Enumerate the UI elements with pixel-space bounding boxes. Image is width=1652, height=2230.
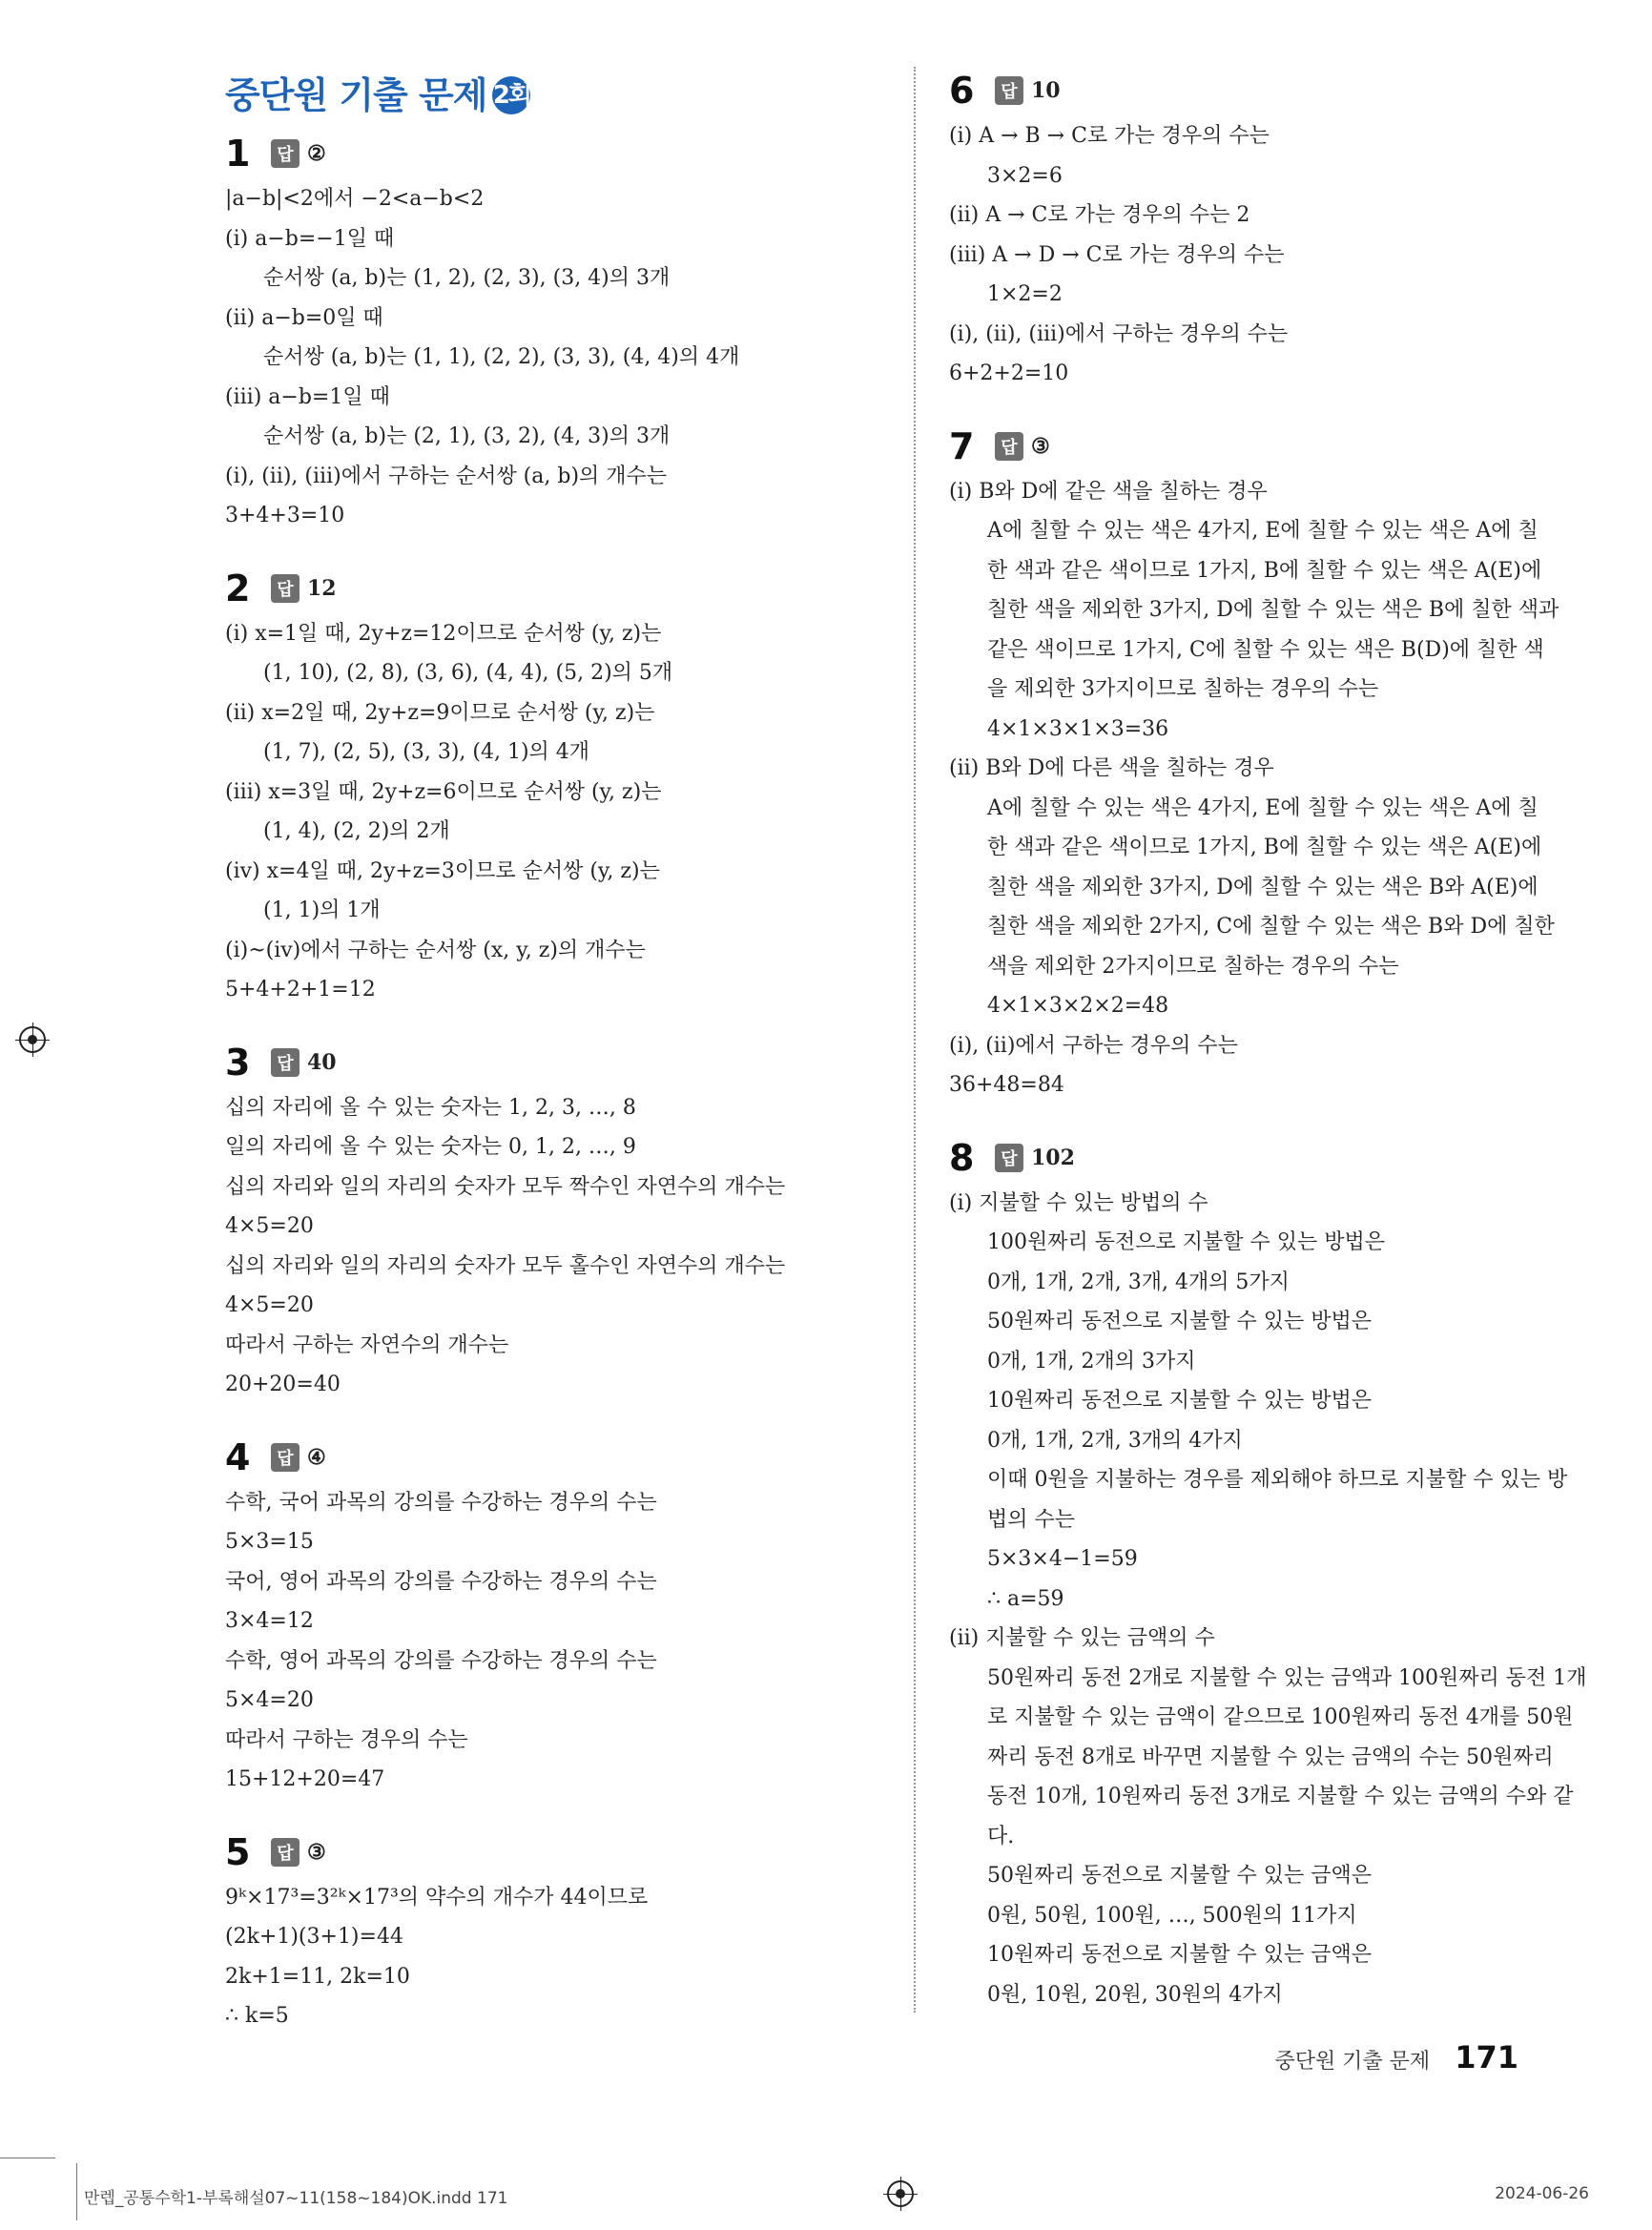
solution-line: 다. bbox=[987, 1824, 1015, 1848]
problem-number: 7 bbox=[949, 424, 975, 467]
solution-line: 0개, 1개, 2개, 3개, 4개의 5가지 bbox=[987, 1270, 1290, 1294]
answer-badge: 답 bbox=[271, 574, 299, 603]
answer-badge: 답 bbox=[995, 1144, 1023, 1172]
solution-line: 50원짜리 동전으로 지불할 수 있는 방법은 bbox=[987, 1310, 1372, 1333]
solution-line: 3+4+3=10 bbox=[225, 504, 345, 527]
solution-line: 국어, 영어 과목의 강의를 수강하는 경우의 수는 bbox=[225, 1569, 657, 1594]
solution-line: 순서쌍 (a, b)는 (1, 1), (2, 2), (3, 3), (4, 4)의 4개 bbox=[263, 345, 740, 369]
problem-header bbox=[949, 423, 1607, 470]
problem-2 bbox=[225, 565, 893, 1010]
solution-line: 순서쌍 (a, b)는 (2, 1), (3, 2), (4, 3)의 3개 bbox=[263, 424, 671, 448]
solution-line: 십의 자리와 일의 자리의 숫자가 모두 홀수인 자연수의 개수는 bbox=[225, 1253, 786, 1278]
solution-line: 이때 0원을 지불하는 경우를 제외해야 하므로 지불할 수 있는 방 bbox=[987, 1468, 1568, 1492]
solution-line: (ⅲ) A → D → C로 가는 경우의 수는 bbox=[949, 242, 1285, 267]
problem-1 bbox=[225, 130, 893, 536]
solution-line: (ⅰ), (ⅱ)에서 구하는 경우의 수는 bbox=[949, 1033, 1238, 1058]
solution-line: 짜리 동전 8개로 바꾸면 지불할 수 있는 금액의 수는 50원짜리 bbox=[987, 1745, 1554, 1769]
solution-line: ∴ k=5 bbox=[225, 2004, 289, 2028]
page-footer bbox=[1274, 2039, 1518, 2075]
solution-line: 4×5=20 bbox=[225, 1214, 314, 1238]
solution-line: 칠한 색을 제외한 3가지, D에 칠할 수 있는 색은 B와 A(E)에 bbox=[987, 875, 1538, 899]
answer-value: 12 bbox=[307, 575, 337, 601]
round-badge: 2회 bbox=[492, 76, 530, 114]
solution-line: 4×1×3×2×2=48 bbox=[987, 994, 1169, 1018]
solution-line: 따라서 구하는 자연수의 개수는 bbox=[225, 1332, 509, 1357]
solution-line: 일의 자리에 올 수 있는 숫자는 0, 1, 2, …, 9 bbox=[225, 1135, 636, 1159]
solution-line: (ⅲ) a−b=1일 때 bbox=[225, 384, 390, 409]
solution-line: 36+48=84 bbox=[949, 1073, 1064, 1097]
solution-line: (ⅰ) B와 D에 같은 색을 칠하는 경우 bbox=[949, 479, 1268, 504]
registration-mark-icon bbox=[19, 1026, 46, 1053]
solution-line: 순서쌍 (a, b)는 (1, 2), (2, 3), (3, 4)의 3개 bbox=[263, 266, 671, 290]
solution-line: 4×5=20 bbox=[225, 1293, 314, 1317]
left-problem-list bbox=[225, 130, 893, 2036]
solution-line: 20+20=40 bbox=[225, 1373, 341, 1396]
problem-7 bbox=[949, 423, 1607, 1105]
solution-line: 0원, 50원, 100원, …, 500원의 11가지 bbox=[987, 1903, 1357, 1928]
solution-line: 수학, 국어 과목의 강의를 수강하는 경우의 수는 bbox=[225, 1490, 657, 1515]
solution-line: 칠한 색을 제외한 3가지, D에 칠할 수 있는 색은 B에 칠한 색과 bbox=[987, 598, 1559, 622]
solution-line: (ⅳ) x=4일 때, 2y+z=3이므로 순서쌍 (y, z)는 bbox=[225, 858, 660, 883]
solution-line: 수학, 영어 과목의 강의를 수강하는 경우의 수는 bbox=[225, 1648, 657, 1673]
left-column bbox=[225, 67, 893, 2065]
solution-line: 한 색과 같은 색이므로 1가지, B에 칠할 수 있는 색은 A(E)에 bbox=[987, 836, 1542, 859]
solution-line: 10원짜리 동전으로 지불할 수 있는 방법은 bbox=[987, 1389, 1372, 1413]
right-column bbox=[949, 67, 1607, 2043]
answer-badge: 답 bbox=[271, 1838, 299, 1867]
problem-header bbox=[949, 1134, 1607, 1182]
page-number: 171 bbox=[1455, 2039, 1518, 2075]
problem-header bbox=[225, 1828, 893, 1876]
solution-line: 십의 자리와 일의 자리의 숫자가 모두 짝수인 자연수의 개수는 bbox=[225, 1174, 786, 1199]
solution-line: 0개, 1개, 2개의 3가지 bbox=[987, 1349, 1196, 1373]
solution-line: (ⅰ), (ⅱ), (ⅲ)에서 구하는 경우의 수는 bbox=[949, 321, 1289, 346]
answer-badge: 답 bbox=[995, 76, 1023, 105]
problem-number: 4 bbox=[225, 1435, 251, 1478]
answer-value: ③ bbox=[1031, 433, 1050, 459]
solution-line: 5×4=20 bbox=[225, 1688, 314, 1712]
problem-header bbox=[949, 67, 1607, 114]
solution-line: ∴ a=59 bbox=[987, 1586, 1064, 1611]
answer-badge: 답 bbox=[995, 432, 1023, 461]
solution-line: (1, 1)의 1개 bbox=[263, 898, 381, 922]
answer-badge: 답 bbox=[271, 1443, 299, 1472]
solution-line: (1, 4), (2, 2)의 2개 bbox=[263, 819, 450, 843]
solution-line: 동전 10개, 10원짜리 동전 3개로 지불할 수 있는 금액의 수와 같 bbox=[987, 1785, 1574, 1808]
solution-line: A에 칠할 수 있는 색은 4가지, E에 칠할 수 있는 색은 A에 칠 bbox=[987, 519, 1538, 543]
solution-line: 9ᵏ×17³=3²ᵏ×17³의 약수의 개수가 44이므로 bbox=[225, 1885, 649, 1910]
problem-number: 1 bbox=[225, 133, 251, 175]
solution-line: 50원짜리 동전으로 지불할 수 있는 금액은 bbox=[987, 1864, 1372, 1888]
right-problem-list bbox=[949, 67, 1607, 2014]
solution-line: (ⅱ) 지불할 수 있는 금액의 수 bbox=[949, 1626, 1215, 1650]
solution-line: 5+4+2+1=12 bbox=[225, 978, 376, 1001]
solution-line: (ⅱ) B와 D에 다른 색을 칠하는 경우 bbox=[949, 756, 1274, 780]
answer-value: 102 bbox=[1031, 1145, 1075, 1170]
solution-line: 10원짜리 동전으로 지불할 수 있는 금액은 bbox=[987, 1943, 1372, 1967]
solution-line: 1×2=2 bbox=[987, 282, 1063, 306]
problem-header bbox=[225, 130, 893, 177]
solution-line: |a−b|<2에서 −2<a−b<2 bbox=[225, 187, 485, 211]
problem-8 bbox=[949, 1134, 1607, 2015]
problem-header bbox=[225, 565, 893, 612]
solution-line: (ⅰ), (ⅱ), (ⅲ)에서 구하는 순서쌍 (a, b)의 개수는 bbox=[225, 464, 668, 488]
solution-line: 을 제외한 3가지이므로 칠하는 경우의 수는 bbox=[987, 677, 1379, 701]
solution-line: 십의 자리에 올 수 있는 숫자는 1, 2, 3, …, 8 bbox=[225, 1095, 636, 1120]
answer-value: ③ bbox=[307, 1839, 326, 1865]
footer-section-label: 중단원 기출 문제 bbox=[1274, 2050, 1431, 2074]
solution-line: (2k+1)(3+1)=44 bbox=[225, 1925, 403, 1949]
problem-3 bbox=[225, 1039, 893, 1405]
problem-4 bbox=[225, 1434, 893, 1800]
problem-6 bbox=[949, 67, 1607, 394]
solution-line: (ⅰ)~(ⅳ)에서 구하는 순서쌍 (x, y, z)의 개수는 bbox=[225, 938, 646, 962]
page-title bbox=[225, 67, 893, 124]
answer-value: ② bbox=[307, 141, 326, 166]
solution-line: 따라서 구하는 경우의 수는 bbox=[225, 1727, 468, 1752]
solution-line: 4×1×3×1×3=36 bbox=[987, 716, 1169, 741]
print-date: 2024-06-26 bbox=[1495, 2184, 1589, 2203]
solution-line: 한 색과 같은 색이므로 1가지, B에 칠할 수 있는 색은 A(E)에 bbox=[987, 558, 1542, 583]
answer-value: 40 bbox=[307, 1049, 337, 1075]
solution-line: 0개, 1개, 2개, 3개의 4가지 bbox=[987, 1428, 1243, 1453]
answer-badge: 답 bbox=[271, 139, 299, 168]
solution-line: 3×2=6 bbox=[987, 163, 1063, 188]
solution-line: 50원짜리 동전 2개로 지불할 수 있는 금액과 100원짜리 동전 1개 bbox=[987, 1665, 1587, 1690]
page-title-text: 중단원 기출 문제 bbox=[225, 74, 487, 116]
solution-line: 칠한 색을 제외한 2가지, C에 칠할 수 있는 색은 B와 D에 칠한 bbox=[987, 915, 1555, 939]
problem-5 bbox=[225, 1828, 893, 2036]
answer-value: 10 bbox=[1031, 78, 1061, 103]
solution-line: (ⅰ) A → B → C로 가는 경우의 수는 bbox=[949, 124, 1270, 148]
solution-line: 15+12+20=47 bbox=[225, 1767, 385, 1791]
solution-line: (ⅲ) x=3일 때, 2y+z=6이므로 순서쌍 (y, z)는 bbox=[225, 779, 662, 804]
solution-line: 100원짜리 동전으로 지불할 수 있는 방법은 bbox=[987, 1230, 1385, 1254]
solution-line: 로 지불할 수 있는 금액이 같으므로 100원짜리 동전 4개를 50원 bbox=[987, 1705, 1574, 1729]
print-info-bar bbox=[0, 2175, 1652, 2213]
solution-line: 같은 색이므로 1가지, C에 칠할 수 있는 색은 B(D)에 칠한 색 bbox=[987, 637, 1544, 662]
solution-line: 법의 수는 bbox=[987, 1507, 1076, 1532]
answer-value: ④ bbox=[307, 1444, 326, 1470]
solution-line: 5×3=15 bbox=[225, 1530, 314, 1554]
solution-line: (ⅰ) 지불할 수 있는 방법의 수 bbox=[949, 1190, 1208, 1215]
solution-line: 3×4=12 bbox=[225, 1609, 314, 1633]
solution-line: A에 칠할 수 있는 색은 4가지, E에 칠할 수 있는 색은 A에 칠 bbox=[987, 795, 1538, 820]
problem-number: 6 bbox=[949, 70, 975, 112]
solution-line: (ⅱ) x=2일 때, 2y+z=9이므로 순서쌍 (y, z)는 bbox=[225, 700, 655, 725]
solution-line: (ⅱ) a−b=0일 때 bbox=[225, 305, 383, 330]
solution-line: (1, 10), (2, 8), (3, 6), (4, 4), (5, 2)의 5개 bbox=[263, 661, 673, 685]
solution-line: 5×3×4−1=59 bbox=[987, 1547, 1138, 1571]
problem-number: 3 bbox=[225, 1041, 251, 1084]
solution-line: 0원, 10원, 20원, 30원의 4가지 bbox=[987, 1982, 1283, 2007]
problem-number: 5 bbox=[225, 1830, 251, 1873]
solution-line: (ⅰ) a−b=−1일 때 bbox=[225, 226, 395, 251]
problem-header bbox=[225, 1039, 893, 1086]
solution-line: 색을 제외한 2가지이므로 칠하는 경우의 수는 bbox=[987, 954, 1399, 979]
solution-line: 6+2+2=10 bbox=[949, 361, 1069, 385]
problem-number: 2 bbox=[225, 567, 251, 609]
column-divider bbox=[914, 67, 916, 2013]
solution-line: 2k+1=11, 2k=10 bbox=[225, 1964, 410, 1989]
solution-line: (1, 7), (2, 5), (3, 3), (4, 1)의 4개 bbox=[263, 740, 590, 764]
answer-badge: 답 bbox=[271, 1048, 299, 1077]
solution-line: (ⅰ) x=1일 때, 2y+z=12이므로 순서쌍 (y, z)는 bbox=[225, 621, 662, 646]
print-file-name: 만렙_공통수학1-부록해설07~11(158~184)OK.indd 171 bbox=[84, 2189, 508, 2208]
problem-number: 8 bbox=[949, 1136, 975, 1179]
solution-line: (ⅱ) A → C로 가는 경우의 수는 2 bbox=[949, 203, 1250, 227]
problem-header bbox=[225, 1434, 893, 1481]
